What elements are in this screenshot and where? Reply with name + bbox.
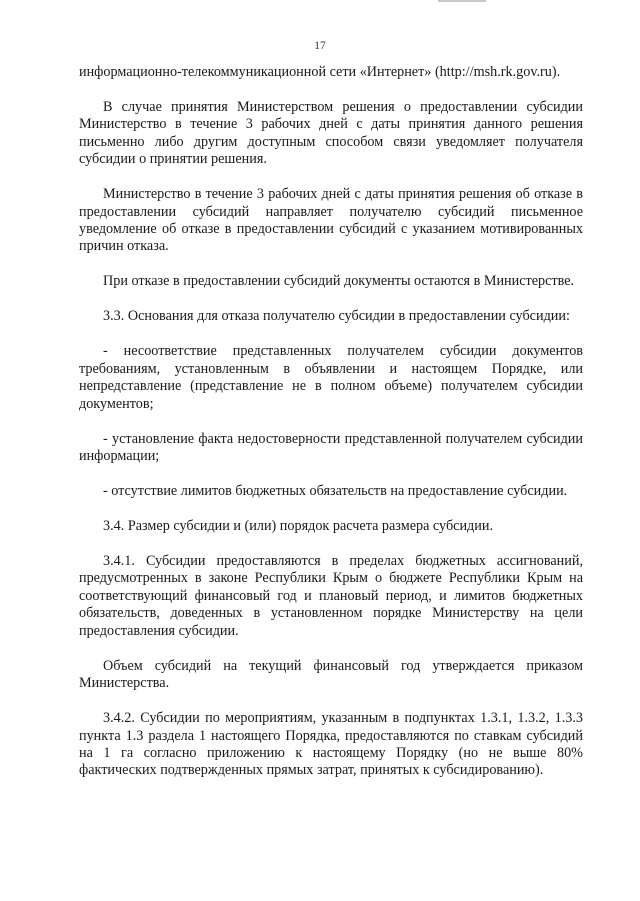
paragraph-4: При отказе в предоставлении субсидий документы остаются в Министерстве. xyxy=(103,273,575,290)
paragraph-volume: Объем субсидий на текущий финансовый год утверждается приказом Министерства. xyxy=(79,657,583,692)
page-number: 17 xyxy=(314,40,326,52)
list-item-1: - несоответствие представленных получателем субсидии документов требованиям, установленным в объявлении и настоящем Порядке, или непредставление (представление не в полном объеме) получателем субсидии документов; xyxy=(79,343,583,412)
list-item-2: - установление факта недостоверности представленной получателем субсидии информации; xyxy=(79,430,583,465)
paragraph-3: Министерство в течение 3 рабочих дней с даты принятия решения об отказе в предоставлении субсидий направляет получателю субсидий письменное уведомление об отказе в предоставлении субсидий с указанием мотивированных причин отказа. xyxy=(79,186,583,255)
paragraph-1: информационно-телекоммуникационной сети «Интернет» (http://msh.rk.gov.ru). xyxy=(79,64,561,80)
paragraph-2: В случае принятия Министерством решения о предоставлении субсидии Министерство в течение 3 рабочих дней с даты принятия данного решения письменно либо другим доступным способом связи уведомляет получателя субсидии о принятии решения. xyxy=(79,99,583,168)
paragraph-3-4-1: 3.4.1. Субсидии предоставляются в пределах бюджетных ассигнований, предусмотренных в законе Республики Крым о бюджете Республики Крым на соответствующий финансовый год и плановый период, и лимитов бюджетных обязательств, доведенных в установленном порядке Министерству на цели предоставления субсидии. xyxy=(79,553,583,639)
paragraph-3-3: 3.3. Основания для отказа получателю субсидии в предоставлении субсидии: xyxy=(103,308,570,325)
document-body xyxy=(79,64,583,797)
scan-artifact xyxy=(438,0,486,2)
paragraph-3-4: 3.4. Размер субсидии и (или) порядок расчета размера субсидии. xyxy=(103,518,494,535)
list-item-3: - отсутствие лимитов бюджетных обязательств на предоставление субсидии. xyxy=(103,483,568,500)
paragraph-3-4-2: 3.4.2. Субсидии по мероприятиям, указанным в подпунктах 1.3.1, 1.3.2, 1.3.3 пункта 1.3 раздела 1 настоящего Порядка, предоставляются по ставкам субсидий на 1 га согласно приложению к настоящему Порядку (но не выше 80% фактических подтвержденных прямых затрат, принятых к субсидированию). xyxy=(79,710,583,779)
